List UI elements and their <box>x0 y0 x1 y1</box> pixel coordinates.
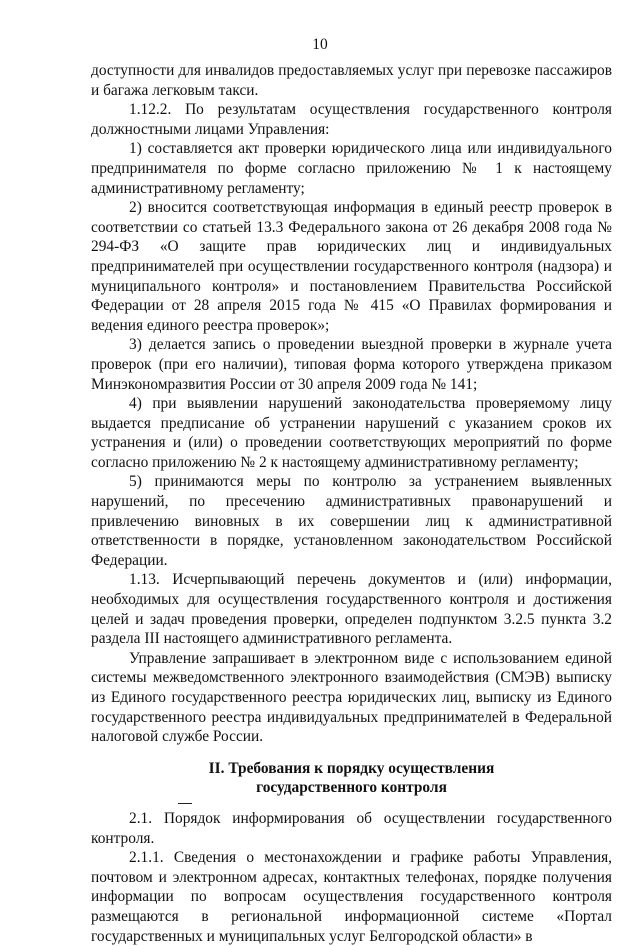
paragraph: 2.1. Порядок информирования об осуществлении государственного контроля. <box>91 809 612 847</box>
page-number: 10 <box>312 36 328 53</box>
paragraph: 1) составляется акт проверки юридического лица или индивидуального предпринимателя по форме согласно приложению № 1 к настоящему административному регламенту; <box>91 140 612 197</box>
paragraph: 2) вносится соответствующая информация в единый реестр проверок в соответствии со статьей 13.3 Федерального закона от 26 декабря 2008 года № 294-ФЗ «О защите прав юридических лиц и индивидуальных предпринимателей при осуществлении государственного контроля (надзора) и муниципального контроля» и постановлением Правительства Российской Федерации от 28 апреля 2015 года № 415 «О Правилах формирования и ведения единого реестра проверок»; <box>91 199 612 334</box>
section-body <box>91 809 612 946</box>
stray-mark <box>178 803 192 804</box>
paragraph: 4) при выявлении нарушений законодательства проверяемому лицу выдается предписание об устранении нарушений с указанием сроков их устранения и (или) о проведении соответствующих мероприятий по форме согласно приложению № 2 к настоящему административному регламенту; <box>91 395 612 471</box>
paragraph: 3) делается запись о проведении выездной проверки в журнале учета проверок (при его наличии), типовая форма которого утверждена приказом Минэкономразвития России от 30 апреля 2009 года № 141; <box>91 336 612 393</box>
section-heading-line: государственного контроля <box>256 779 447 797</box>
paragraph: 1.13. Исчерпывающий перечень документов и (или) информации, необходимых для осуществления государственного контроля и достижения целей и задач проведения проверки, определен подпунктом 3.2.5 пункта 3.2 раздела III настоящего административного регламента. <box>91 571 612 648</box>
paragraph: 2.1.1. Сведения о местонахождении и графике работы Управления, почтовом и электронном адресах, контактных телефонах, порядке получения информации по вопросам осуществления государственного контроля размещаются в региональной информационной системе «Портал государственных и муниципальных услуг Белгородской области» в <box>91 849 612 945</box>
paragraph: 1.12.2. По результатам осуществления государственного контроля должностными лицами Управления: <box>91 101 612 138</box>
paragraph: доступности для инвалидов предоставляемых услуг при перевозке пассажиров и багажа легковым такси. <box>91 62 612 99</box>
section-heading <box>91 759 612 798</box>
document-body <box>91 61 612 946</box>
paragraph: Управление запрашивает в электронном виде с использованием единой системы межведомственного электронного взаимодействия (СМЭВ) выписку из Единого государственного реестра юридических лиц, выписку из Единого государственного реестра индивидуальных предпринимателей в Федеральной налоговой службе России. <box>91 649 612 746</box>
paragraph: 5) принимаются меры по контролю за устранением выявленных нарушений, по пресечению административных правонарушений и привлечению виновных в их совершении лиц к административной ответственности в порядке, установленном законодательством Российской Федерации. <box>91 473 612 569</box>
section-heading-line: II. Требования к порядку осуществления <box>208 759 495 777</box>
